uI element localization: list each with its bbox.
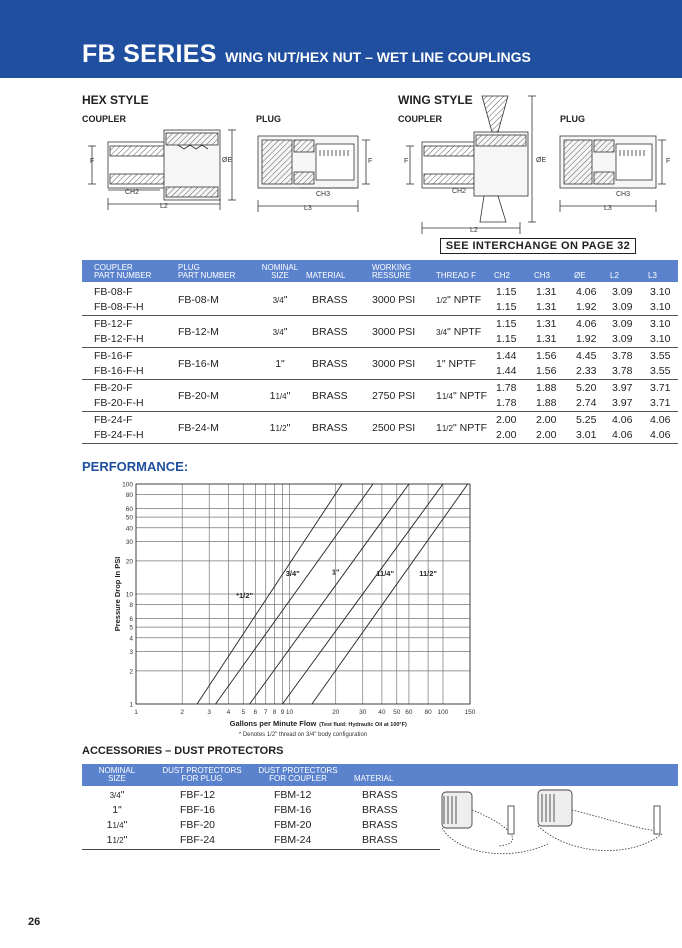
performance-chart (100, 478, 500, 740)
wing-coupler-dim-ch2: CH2 (452, 188, 467, 195)
nominal-size: 3/4" (272, 294, 288, 306)
wing-plug-dim-l3: L3 (604, 205, 612, 212)
dim-l2: 3.78 (612, 350, 633, 362)
dim-ch3: 1.88 (536, 382, 557, 394)
wing-coupler-dim-oe: ØE (536, 157, 547, 164)
y-tick-label: 1 (129, 701, 133, 709)
material: BRASS (312, 326, 348, 338)
x-tick-label: 100 (437, 709, 449, 716)
dim-l3: 4.06 (650, 429, 671, 441)
accessory-row (82, 833, 432, 848)
hex-plug-drawing (258, 136, 373, 212)
spec-table-row (82, 316, 678, 348)
wing-coupler-dim-l2: L2 (470, 227, 478, 234)
dim-ch2: 1.15 (496, 286, 517, 298)
dim-ch3: 2.00 (536, 429, 557, 441)
x-axis-label: Gallons per Minute Flow (229, 719, 317, 728)
working-pressure: 3000 PSI (372, 326, 416, 338)
coupler-part-number-h: FB-24-F-H (94, 429, 144, 441)
accessories-title: ACCESSORIES – DUST PROTECTORS (82, 745, 284, 757)
performance-title: PERFORMANCE: (82, 459, 189, 474)
hex-coupler-dim-oe: ØE (222, 157, 233, 164)
col-thread: THREAD F (436, 271, 476, 280)
hex-coupler-dim-l2: L2 (160, 203, 168, 210)
interchange-note: SEE INTERCHANGE ON PAGE 32 (440, 238, 636, 254)
acc-material: BRASS (362, 789, 398, 801)
dim-oe: 4.06 (576, 318, 597, 330)
dim-l3: 3.55 (650, 365, 671, 377)
x-tick-label: 20 (332, 709, 340, 716)
dim-l3: 3.71 (650, 382, 671, 394)
dim-l2: 3.09 (612, 286, 633, 298)
col-coupler: COUPLER PART NUMBER (94, 263, 152, 280)
acc-plug-part: FBF-24 (180, 834, 216, 846)
x-tick-label: 7 (263, 709, 268, 716)
acc-material: BRASS (362, 834, 398, 846)
acc-col-coupler: DUST PROTECTORS FOR COUPLER (258, 766, 338, 783)
spec-table-row (82, 412, 678, 444)
accessory-row (82, 788, 432, 803)
acc-size: 11/2" (106, 834, 128, 846)
x-tick-label: 30 (359, 709, 367, 716)
dim-ch2: 1.15 (496, 318, 517, 330)
acc-size: 3/4" (109, 789, 125, 801)
spec-table-row (82, 284, 678, 316)
coupler-part-number-h: FB-12-F-H (94, 333, 144, 345)
dim-ch2: 1.15 (496, 333, 517, 345)
dim-ch3: 2.00 (536, 414, 557, 426)
acc-col-plug: DUST PROTECTORS FOR PLUG (162, 766, 242, 783)
x-tick-label: 5 (241, 709, 246, 716)
hex-coupler-drawing (88, 130, 236, 210)
x-tick-label: 40 (378, 709, 386, 716)
wing-style-title: WING STYLE (398, 93, 473, 107)
x-tick-label: 10 (285, 709, 294, 716)
nominal-size: 1" (275, 358, 285, 370)
material: BRASS (312, 390, 348, 402)
technical-drawings (0, 0, 682, 240)
wing-coupler-dim-f: F (404, 158, 409, 165)
dim-ch3: 1.56 (536, 350, 557, 362)
dust-protector-illustration (438, 784, 678, 864)
y-tick-label: 30 (125, 539, 133, 547)
material: BRASS (312, 294, 348, 306)
spec-table-row (82, 348, 678, 380)
plug-part-number: FB-08-M (178, 294, 219, 306)
coupler-part-number: FB-12-F (94, 318, 133, 330)
hex-style-title: HEX STYLE (82, 93, 149, 107)
y-axis-label: Pressure Drop In PSI (113, 556, 122, 632)
thread-size: 11/2" NPTF (436, 422, 488, 434)
dim-ch3: 1.88 (536, 397, 557, 409)
dim-oe: 2.74 (576, 397, 597, 409)
dim-l2: 3.78 (612, 365, 633, 377)
x-tick-label: 50 (393, 709, 401, 716)
hex-coupler-dim-ch2: CH2 (125, 189, 140, 196)
hex-plug-dim-ch3: CH3 (316, 191, 331, 198)
dim-oe: 5.25 (576, 414, 597, 426)
col-size: NOMINAL SIZE (261, 263, 299, 280)
col-plug: PLUG PART NUMBER (178, 263, 236, 280)
acc-coupler-part: FBM-12 (274, 789, 312, 801)
wing-coupler-drawing (406, 96, 536, 234)
dim-l2: 3.97 (612, 397, 633, 409)
dim-l3: 3.55 (650, 350, 671, 362)
dim-ch2: 1.78 (496, 382, 517, 394)
x-tick-label: 60 (405, 709, 413, 716)
x-tick-label: 1 (134, 709, 138, 716)
accessories-table-header (82, 764, 678, 786)
wing-plug-dim-ch3: CH3 (616, 191, 631, 198)
dim-oe: 5.20 (576, 382, 597, 394)
dim-ch3: 1.31 (536, 301, 557, 313)
dim-oe: 4.06 (576, 286, 597, 298)
plug-part-number: FB-12-M (178, 326, 219, 338)
x-tick-label: 3 (207, 709, 212, 716)
coupler-part-number-h: FB-08-F-H (94, 301, 144, 313)
dim-ch2: 2.00 (496, 429, 517, 441)
y-tick-label: 20 (125, 558, 133, 566)
dim-l3: 3.10 (650, 301, 671, 313)
acc-size: 11/4" (106, 819, 128, 831)
dim-oe: 3.01 (576, 429, 597, 441)
dim-ch3: 1.56 (536, 365, 557, 377)
x-tick-label: 8 (272, 709, 277, 716)
acc-plug-part: FBF-20 (180, 819, 216, 831)
material: BRASS (312, 422, 348, 434)
hex-coupler-label: COUPLER (82, 114, 127, 124)
working-pressure: 2750 PSI (372, 390, 416, 402)
acc-material: BRASS (362, 819, 398, 831)
accessory-row (82, 803, 432, 818)
nominal-size: 11/4" (269, 390, 291, 402)
dim-l3: 3.10 (650, 333, 671, 345)
col-ch3: CH3 (534, 271, 551, 280)
col-oe: ØE (574, 271, 586, 280)
plug-part-number: FB-16-M (178, 358, 219, 370)
dim-l2: 3.09 (612, 301, 633, 313)
curve-label: 11/2" (419, 569, 437, 579)
curve-label: 1" (331, 567, 340, 577)
thread-size: 1" NPTF (436, 358, 476, 370)
coupler-part-number-h: FB-16-F-H (94, 365, 144, 377)
page-number: 26 (28, 916, 41, 928)
y-tick-label: 5 (129, 624, 133, 632)
dim-l2: 4.06 (612, 429, 633, 441)
dim-l3: 4.06 (650, 414, 671, 426)
series-title: FB SERIES (82, 40, 217, 68)
y-tick-label: 2 (129, 668, 133, 676)
acc-coupler-part: FBM-20 (274, 819, 312, 831)
y-tick-label: 3 (129, 649, 133, 657)
coupler-part-number: FB-16-F (94, 350, 133, 362)
col-ch2: CH2 (494, 271, 511, 280)
curve-label: 3/4" (285, 569, 300, 579)
dim-oe: 2.33 (576, 365, 597, 377)
accessories-divider (82, 849, 440, 850)
wing-plug-label: PLUG (560, 114, 586, 124)
hex-coupler-dim-f: F (90, 158, 95, 165)
dim-l2: 3.97 (612, 382, 633, 394)
dim-ch2: 1.15 (496, 301, 517, 313)
acc-col-size: NOMINAL SIZE (98, 766, 136, 783)
x-tick-label: 4 (226, 709, 231, 716)
col-material: MATERIAL (306, 271, 346, 280)
acc-coupler-part: FBM-24 (274, 834, 312, 846)
working-pressure: 2500 PSI (372, 422, 416, 434)
dim-ch2: 1.78 (496, 397, 517, 409)
hex-plug-label: PLUG (256, 114, 282, 124)
material: BRASS (312, 358, 348, 370)
y-tick-label: 50 (125, 514, 133, 522)
y-tick-label: 6 (129, 615, 133, 623)
wing-coupler-label: COUPLER (398, 114, 443, 124)
x-axis-note: (Test fluid: Hydraulic Oil at 100°F) (319, 722, 407, 728)
curve-label: 11/4" (376, 569, 395, 579)
spec-table-row (82, 380, 678, 412)
series-subtitle: WING NUT/HEX NUT – WET LINE COUPLINGS (225, 49, 531, 65)
hex-plug-dim-l3: L3 (304, 205, 312, 212)
y-tick-label: 100 (122, 481, 133, 489)
x-tick-label: 9 (280, 709, 285, 716)
col-l3: L3 (648, 271, 657, 280)
acc-coupler-part: FBM-16 (274, 804, 312, 816)
acc-plug-part: FBF-16 (180, 804, 216, 816)
coupler-part-number: FB-24-F (94, 414, 133, 426)
col-pressure: WORKING RESSURE (372, 263, 412, 280)
thread-size: 1/2" NPTF (436, 294, 482, 306)
dim-l2: 3.09 (612, 318, 633, 330)
dim-l3: 3.10 (650, 318, 671, 330)
y-tick-label: 8 (129, 602, 133, 610)
dim-l2: 3.09 (612, 333, 633, 345)
hex-plug-dim-f: F (368, 158, 373, 165)
acc-plug-part: FBF-12 (180, 789, 216, 801)
accessory-row (82, 818, 432, 833)
acc-material: BRASS (362, 804, 398, 816)
wing-plug-drawing (560, 136, 666, 212)
acc-col-material: MATERIAL (354, 774, 394, 783)
x-tick-label: 6 (253, 709, 258, 716)
spec-table-header (82, 260, 678, 282)
chart-footnote: * Denotes 1/2" thread on 3/4" body configuration (238, 732, 368, 738)
curve-label: *1/2" (236, 590, 254, 600)
plug-part-number: FB-20-M (178, 390, 219, 402)
dim-oe: 1.92 (576, 333, 597, 345)
y-tick-label: 4 (129, 635, 133, 643)
dim-ch2: 2.00 (496, 414, 517, 426)
dim-oe: 4.45 (576, 350, 597, 362)
coupler-part-number: FB-08-F (94, 286, 133, 298)
wing-plug-dim-f: F (666, 158, 671, 165)
nominal-size: 11/2" (269, 422, 291, 434)
dim-ch3: 1.31 (536, 286, 557, 298)
working-pressure: 3000 PSI (372, 358, 416, 370)
dim-ch3: 1.31 (536, 333, 557, 345)
thread-size: 11/4" NPTF (436, 390, 488, 402)
dim-ch2: 1.44 (496, 365, 517, 377)
dim-ch3: 1.31 (536, 318, 557, 330)
y-tick-label: 40 (125, 525, 133, 533)
col-l2: L2 (610, 271, 619, 280)
y-tick-label: 60 (125, 505, 133, 513)
nominal-size: 3/4" (272, 326, 288, 338)
x-tick-label: 80 (424, 709, 432, 716)
y-tick-label: 10 (125, 591, 133, 599)
x-tick-label: 150 (464, 709, 476, 716)
dim-l3: 3.10 (650, 286, 671, 298)
coupler-part-number: FB-20-F (94, 382, 133, 394)
plug-part-number: FB-24-M (178, 422, 219, 434)
acc-size: 1" (112, 804, 122, 816)
dim-ch2: 1.44 (496, 350, 517, 362)
working-pressure: 3000 PSI (372, 294, 416, 306)
thread-size: 3/4" NPTF (436, 326, 482, 338)
dim-l2: 4.06 (612, 414, 633, 426)
x-tick-label: 2 (180, 709, 185, 716)
dim-oe: 1.92 (576, 301, 597, 313)
dim-l3: 3.71 (650, 397, 671, 409)
coupler-part-number-h: FB-20-F-H (94, 397, 144, 409)
y-tick-label: 80 (125, 492, 133, 500)
